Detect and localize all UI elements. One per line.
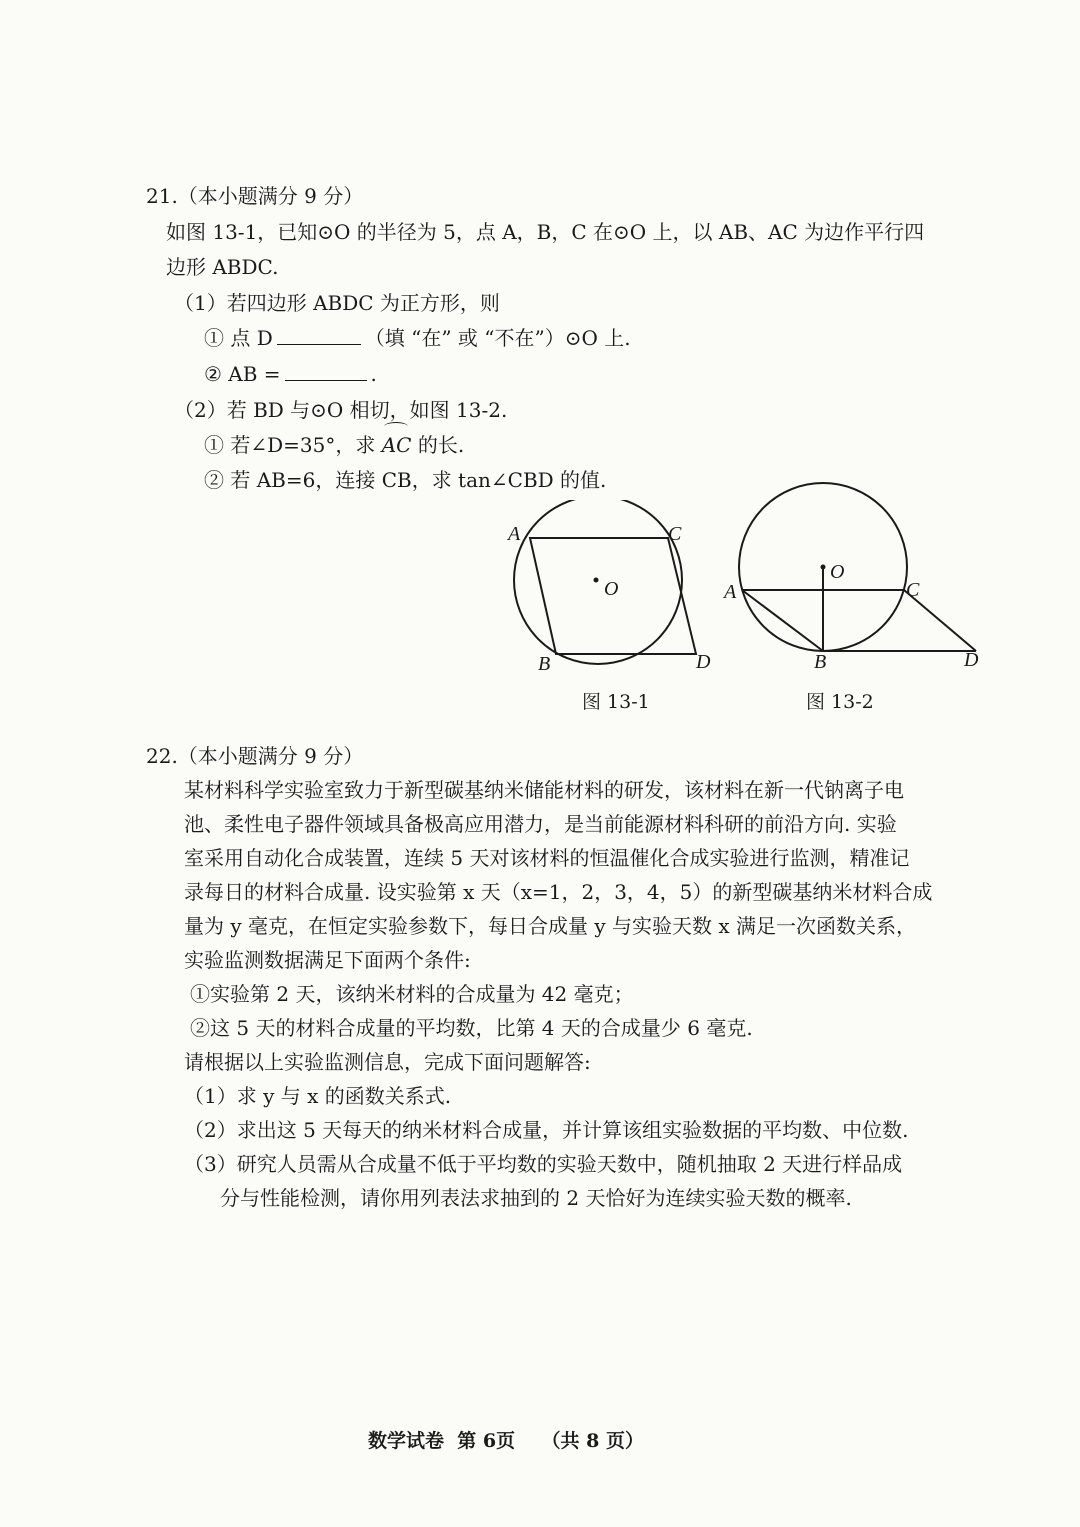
q21-part1-a — [204, 324, 631, 352]
label-d-fig2: D — [964, 649, 979, 670]
q21-header: 21.（本小题满分 9 分） — [146, 184, 364, 208]
q21-part2-a-post: 的长. — [417, 433, 465, 457]
q21-part1-a-post: （填 “在” 或 “不在”）⊙O 上. — [364, 326, 631, 350]
arc-symbol — [384, 422, 408, 431]
q22-line-3: 室采用自动化合成装置，连续 5 天对该材料的恒温催化合成实验进行监测，精准记 — [184, 846, 910, 870]
label-o-fig1: O — [604, 578, 619, 600]
q22-header: 22.（本小题满分 9 分） — [146, 744, 364, 768]
label-a-fig2: A — [724, 581, 737, 603]
q22-condition-1: ①实验第 2 天，该纳米材料的合成量为 42 毫克； — [190, 982, 634, 1006]
q21-intro-line1: 如图 13-1，已知⊙O 的半径为 5，点 A，B，C 在⊙O 上，以 AB、AC 为边作平行四 — [166, 220, 925, 244]
label-c-fig1: C — [668, 523, 682, 545]
q21-part1-a-pre: ① 点 D — [204, 326, 273, 350]
q21-part2: （2）若 BD 与⊙O 相切，如图 13-2. — [174, 398, 508, 422]
q22-condition-2: ②这 5 天的材料合成量的平均数，比第 4 天的合成量少 6 毫克. — [190, 1016, 753, 1040]
q21-part1-b — [204, 360, 377, 388]
label-c-fig2: C — [906, 579, 920, 601]
q21-part2-a — [204, 431, 464, 459]
label-d-fig1: D — [696, 651, 711, 673]
line-ab-fig2 — [742, 590, 823, 651]
label-o-fig2: O — [830, 561, 845, 583]
q22-line-1: 某材料科学实验室致力于新型碳基纳米储能材料的研发，该材料在新一代钠离子电 — [184, 778, 904, 802]
q22-line-4: 录每日的材料合成量. 设实验第 x 天（x=1，2，3，4，5）的新型碳基纳米材料合成 — [184, 880, 933, 904]
q22-part2: （2）求出这 5 天每天的纳米材料合成量，并计算该组实验数据的平均数、中位数. — [184, 1118, 909, 1142]
q21-part1: （1）若四边形 ABDC 为正方形，则 — [174, 291, 500, 315]
q22-instruction: 请根据以上实验监测信息，完成下面问题解答: — [184, 1050, 591, 1074]
label-a-fig1: A — [508, 523, 521, 545]
arc-label: AC — [381, 433, 412, 457]
answer-blank-1[interactable] — [277, 326, 361, 345]
center-dot-fig2 — [821, 565, 826, 570]
q22-part3-line1: （3）研究人员需从合成量不低于平均数的实验天数中，随机抽取 2 天进行样品成 — [184, 1152, 903, 1176]
q21-intro-line2: 边形 ABDC. — [166, 255, 279, 279]
q22-part3-line2: 分与性能检测，请你用列表法求抽到的 2 天恰好为连续实验天数的概率. — [220, 1186, 852, 1210]
q21-part2-a-pre: ① 若∠D=35°，求 — [204, 433, 376, 457]
page-footer: 数学试卷 第 6页 （共 8 页） — [368, 1430, 644, 1452]
q22-line-6: 实验监测数据满足下面两个条件: — [184, 948, 471, 972]
q22-line-2: 池、柔性电子器件领域具备极高应用潜力，是当前能源材料科研的前沿方向. 实验 — [184, 812, 897, 836]
arc-ac — [382, 431, 412, 459]
q21-part1-b-pre: ② AB = — [204, 362, 281, 386]
center-dot-fig1 — [594, 578, 599, 583]
q21-part2-b: ② 若 AB=6，连接 CB，求 tan∠CBD 的值. — [204, 468, 607, 492]
caption-13-1: 图 13-1 — [582, 691, 650, 713]
answer-blank-2[interactable] — [285, 362, 367, 381]
caption-13-2: 图 13-2 — [806, 691, 874, 713]
q22-part1: （1）求 y 与 x 的函数关系式. — [184, 1084, 452, 1108]
label-b-fig1: B — [538, 653, 551, 675]
figure-13-2 — [720, 480, 990, 670]
q22-line-5: 量为 y 毫克，在恒定实验参数下，每日合成量 y 与实验天数 x 满足一次函数关系， — [184, 914, 917, 938]
figure-13-1 — [500, 500, 730, 680]
label-b-fig2: B — [814, 651, 827, 670]
q21-part1-b-post: . — [370, 362, 377, 386]
